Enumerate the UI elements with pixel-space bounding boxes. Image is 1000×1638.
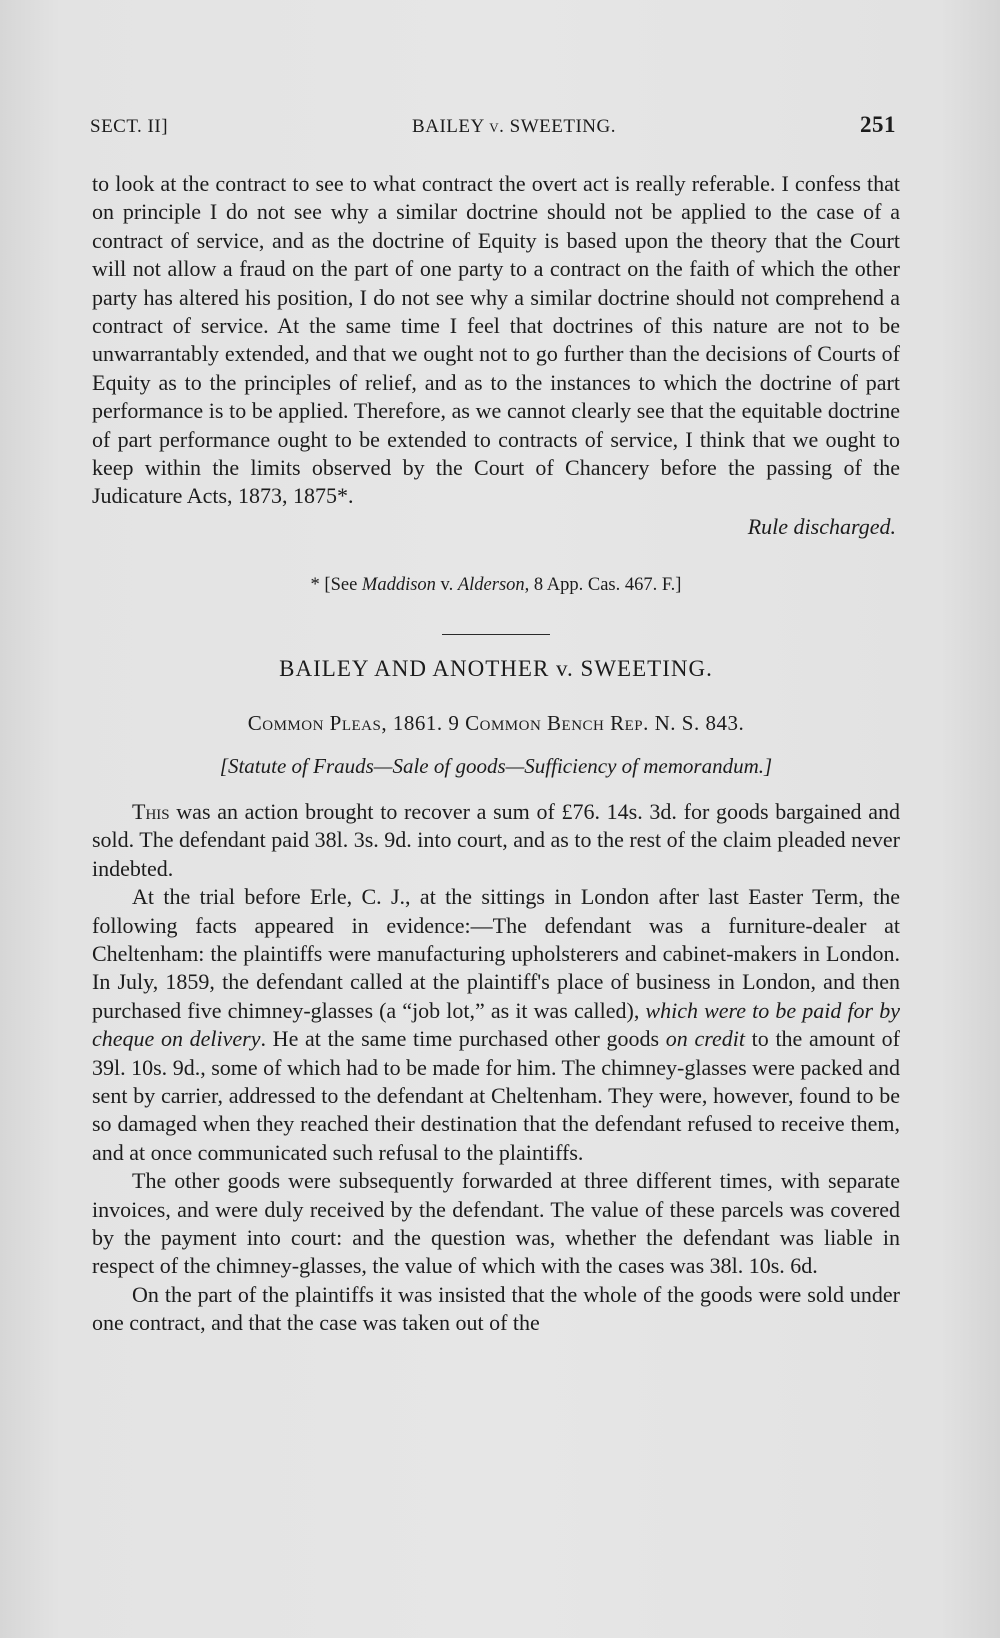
court-citation: Common Pleas, 1861. 9 Common Bench Rep. N. S. 843. — [247, 711, 745, 736]
body-paragraph-2 — [92, 883, 900, 1167]
opinion-paragraph: to look at the contract to see to what contract the overt act is really referable. I confess that on principle I do not see why a similar doctrine should not be applied to the case of a contract of service, and as the doctrine of Equity is based upon the theory that the Court will not allow a fraud on the part of one party to a contract on the faith of which the other party has altered his position, I do not see why a similar doctrine should not comprehend a contract of service. At the same time I feel that doctrines of this nature are not to be unwarrantably extended, and that we ought not to go further than the decisions of Courts of Equity as to the principles of relief, and as to the instances to which the doctrine of part performance is to be applied. Therefore, as we cannot clearly see that the equitable doctrine of part performance ought to be extended to contracts of service, I think that we ought to keep within the limits observed by the Court of Chancery before the passing of the Judicature Acts, 1873, 1875*. — [92, 171, 900, 509]
page-content — [92, 170, 900, 1338]
paragraph-lead-word: This — [132, 798, 170, 824]
footnote-prefix: * [See — [310, 575, 362, 596]
footnote — [92, 571, 900, 599]
p2-part-b: which were to be paid for by cheque on delivery — [92, 997, 900, 1052]
section-divider — [442, 634, 550, 635]
footnote-rest: , 8 App. Cas. 467. F.] — [524, 575, 682, 596]
footnote-case-b: Alderson — [457, 575, 525, 596]
page-number: 251 — [860, 112, 896, 137]
section-label: SECT. II] — [90, 116, 169, 137]
footnote-case-a: Maddison — [361, 575, 436, 596]
p2-part-c: . He at the same time purchased other goods — [260, 1026, 666, 1052]
ruling: Rule discharged. — [747, 513, 896, 539]
footnote-versus: v. — [435, 575, 458, 596]
p2-part-d: on credit — [665, 1026, 745, 1052]
case-title: BAILEY AND ANOTHER v. SWEETING. — [279, 655, 713, 681]
body-paragraph-4: On the part of the plaintiffs it was insisted that the whole of the goods were sold under one contract, and that the case was taken out of the — [92, 1281, 900, 1336]
body-paragraph-3: The other goods were subsequently forwarded at three different times, with separate invoices, and were duly received by the defendant. The value of these parcels was covered by the payment into court: and the question was, whether the defendant was liable in respect of the chimney-glasses, the value of which with the cases was 38l. 10s. 6d. — [92, 1168, 900, 1279]
body-paragraph-1-text: was an action brought to recover a sum of £76. 14s. 3d. for goods bargained and sold. The defendant paid 38l. 3s. 9d. into court, and as to the rest of the claim pleaded never indebted. — [92, 798, 900, 881]
body-paragraph-1 — [92, 798, 900, 883]
running-header — [90, 112, 896, 138]
p2-part-e: to the amount of 39l. 10s. 9d., some of which had to be made for him. The chimney-glasses were packed and sent by carrier, addressed to the defendant at Cheltenham. They were, however, found to be so damaged when they reached their destination that the defendant refused to receive them, and at once communicated such refusal to the plaintiffs. — [92, 1026, 900, 1165]
p2-part-a: At the trial before Erle, C. J., at the sittings in London after last Easter Term, the following facts appeared in evidence:—The defendant was a furniture-dealer at Cheltenham: the plaintiffs were manufacturing upholsterers and cabinet-makers in London. In July, 1859, the defendant called at the plaintiff's place of business in London, and then purchased five chimney-glasses (a “job lot,” as it was called), — [92, 884, 900, 1023]
case-subject: [Statute of Frauds—Sale of goods—Sufficiency of memorandum.] — [219, 753, 773, 778]
running-title: BAILEY v. SWEETING. — [412, 116, 616, 137]
